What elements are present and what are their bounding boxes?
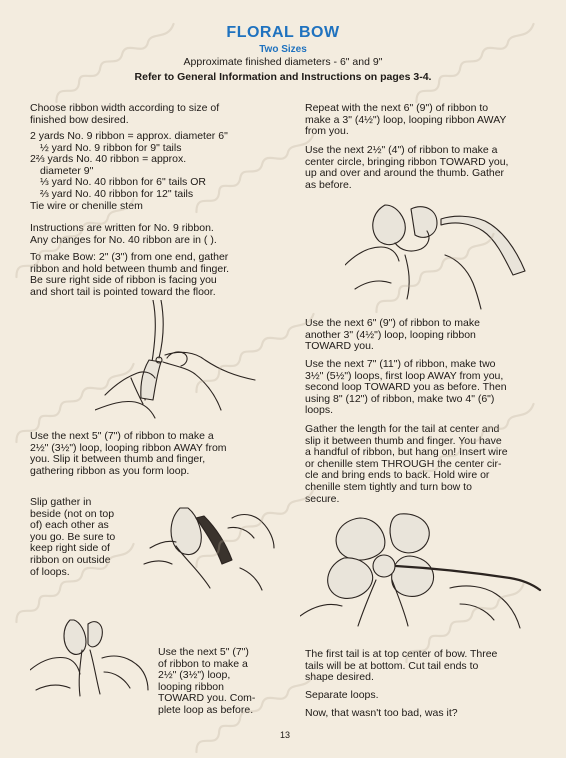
text-line: of ribbon to make a: [158, 657, 248, 670]
make-bow-paragraph: [30, 252, 229, 298]
text-line: Any changes for No. 40 ribbon are in ( ).: [30, 233, 217, 246]
text-line: of) each other as: [30, 519, 109, 532]
material-item: ½ yard No. 9 ribbon for 9" tails: [40, 141, 182, 154]
text-line: Choose ribbon width according to size of: [30, 102, 220, 114]
text-line: Use the next 5" (7") of ribbon to make a: [30, 430, 214, 442]
text-line: second loop TOWARD you as before. Then: [305, 381, 507, 394]
illustration-hold-loops: [30, 600, 150, 710]
text-line: Slip gather in: [30, 496, 92, 508]
text-line: TOWARD you. Com-: [158, 692, 256, 705]
page-subtitle: Two Sizes: [259, 44, 307, 55]
text-line: loops.: [305, 404, 334, 417]
two-loops-paragraph: [305, 359, 507, 417]
approximate-diameters: Approximate finished diameters - 6" and 9": [183, 56, 383, 68]
text-line: Separate loops.: [305, 689, 379, 701]
text-line: Repeat with the next 6" (9") of ribbon to: [305, 102, 489, 114]
separate-loops: [305, 690, 379, 702]
text-line: a handful of ribbon, but hang on! Insert wire: [305, 446, 508, 459]
gather-paragraph: [305, 424, 508, 505]
text-line: you. Slip it between thumb and finger,: [30, 453, 206, 466]
material-item: 2⅔ yards No. 40 ribbon = approx.: [30, 153, 187, 166]
text-line: center circle, bringing ribbon TOWARD you,: [305, 155, 509, 168]
text-line: ribbon and hold between thumb and finger.: [30, 262, 230, 275]
text-line: make a 3" (4½") loop, looping ribbon AWAY: [305, 113, 507, 126]
text-line: plete loop as before.: [158, 703, 254, 716]
materials-list: [30, 131, 228, 212]
illustration-form-loop: [140, 488, 280, 598]
text-line: Instructions are written for No. 9 ribbon.: [30, 222, 214, 234]
text-line: you go. Be sure to: [30, 530, 116, 543]
next5b-paragraph: [158, 647, 255, 717]
page-title: FLORAL BOW: [226, 24, 340, 41]
text-line: finished bow desired.: [30, 113, 129, 126]
text-line: and short tail is pointed toward the floor.: [30, 285, 216, 298]
text-line: looping ribbon: [158, 680, 224, 693]
text-line: To make Bow: 2" (3") from one end, gather: [30, 251, 229, 263]
text-line: 2½" (3½") loop,: [158, 669, 231, 682]
text-line: Gather the length for the tail at center and: [305, 423, 500, 435]
text-line: Be sure right side of ribbon is facing you: [30, 274, 217, 287]
text-line: of loops.: [30, 565, 70, 578]
another-loop-paragraph: [305, 318, 480, 353]
text-line: Use the next 6" (9") of ribbon to make: [305, 317, 480, 329]
next5-paragraph: [30, 431, 227, 477]
slip-paragraph: [30, 497, 140, 578]
text-line: chenille stem tightly and turn bow to: [305, 480, 472, 493]
choose-paragraph: [30, 103, 219, 126]
text-line: beside (not on top: [30, 507, 115, 520]
first-tail-paragraph: [305, 649, 497, 684]
text-line: shape desired.: [305, 671, 374, 684]
text-line: 2½" (3½") loop, looping ribbon AWAY from: [30, 441, 227, 454]
text-line: Use the next 5" (7"): [158, 646, 249, 658]
text-line: TOWARD you.: [305, 340, 374, 353]
closing-line: [305, 708, 458, 720]
material-item: 2 yards No. 9 ribbon = approx. diameter 6": [30, 130, 228, 142]
text-line: from you.: [305, 125, 349, 138]
text-line: as before.: [305, 178, 352, 191]
text-line: slip it between thumb and finger. You have: [305, 434, 502, 447]
text-line: 3½" (5½") loops, first loop AWAY from you,: [305, 369, 504, 382]
text-line: gathering ribbon as you form loop.: [30, 464, 190, 477]
text-line: The first tail is at top center of bow. Three: [305, 648, 498, 660]
text-line: cle and bring ends to back. Hold wire or: [305, 469, 490, 482]
refer-note: Refer to General Information and Instructions on pages 3-4.: [134, 71, 432, 83]
page-number: 13: [279, 730, 290, 740]
illustration-finished-bow: [300, 508, 550, 643]
material-item: Tie wire or chenille stem: [30, 199, 143, 212]
illustration-gather-ribbon: [95, 300, 265, 425]
text-line: Use the next 2½" (4") of ribbon to make a: [305, 144, 498, 156]
material-item: diameter 9": [40, 164, 94, 177]
text-line: using 8" (12") of ribbon, make two 4" (6"): [305, 392, 495, 405]
center-circle-paragraph: [305, 145, 508, 191]
text-line: another 3" (4½") loop, looping ribbon: [305, 328, 476, 341]
repeat-paragraph: [305, 103, 506, 138]
text-line: ribbon on outside: [30, 553, 111, 566]
text-line: tails will be at bottom. Cut tail ends to: [305, 659, 479, 672]
material-item: ⅓ yard No. 40 ribbon for 6" tails OR: [40, 176, 206, 189]
text-line: Use the next 7" (11") of ribbon, make two: [305, 358, 496, 370]
material-item: ⅔ yard No. 40 ribbon for 12" tails: [40, 187, 194, 200]
illustration-center-circle: [345, 195, 545, 310]
text-line: Now, that wasn't too bad, was it?: [305, 707, 458, 719]
text-line: keep right side of: [30, 542, 110, 555]
instructions-note: [30, 223, 217, 246]
text-line: secure.: [305, 492, 340, 505]
text-line: or chenille stem THROUGH the center cir-: [305, 457, 502, 470]
text-line: up and over and around the thumb. Gather: [305, 167, 505, 180]
